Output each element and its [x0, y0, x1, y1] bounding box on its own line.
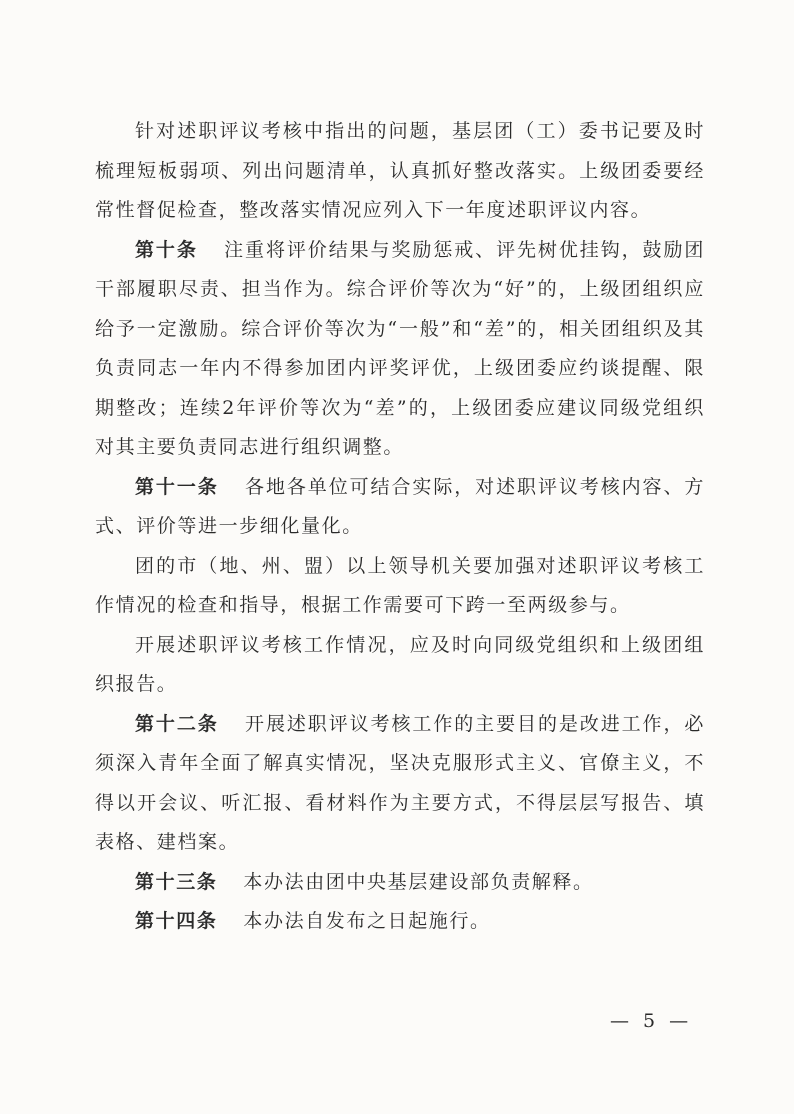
paragraph-text: 团的市（地、州、盟）以上领导机关要加强对述职评议考核工作情况的检查和指导，根据工作需要可下跨一至两级参与。	[95, 554, 705, 616]
paragraph-text: 各地各单位可结合实际，对述职评议考核内容、方式、评价等进一步细化量化。	[95, 475, 706, 537]
document-body	[95, 112, 705, 942]
paragraph-article-12	[95, 705, 705, 863]
page-number: — 5 —	[610, 1010, 693, 1032]
article-heading: 第十二条	[135, 712, 219, 735]
paragraph-rectification	[95, 112, 705, 231]
paragraph-text: 本办法自发布之日起施行。	[243, 910, 491, 932]
paragraph-report	[95, 626, 705, 705]
article-heading: 第十四条	[135, 910, 218, 932]
paragraph-text: 注重将评价结果与奖励惩戒、评先树优挂钩，鼓励团干部履职尽责、担当作为。综合评价等次为“好”的，上级团组织应给予一定激励。综合评价等次为“一般”和“差”的，相关团组织及其负责同志一年内不得参加团内评奖评优，上级团委应约谈提醒、限期整改；连续2年评价等次为“差”的，上级团委应建议同级党组织对其主要负责同志进行组织调整。	[95, 238, 705, 458]
paragraph-text: 开展述职评议考核工作情况，应及时向同级党组织和上级团组织报告。	[95, 633, 705, 695]
paragraph-guidance	[95, 547, 705, 626]
article-heading: 第十三条	[135, 870, 218, 893]
paragraph-text: 针对述职评议考核中指出的问题，基层团（工）委书记要及时梳理短板弱项、列出问题清单，认真抓好整改落实。上级团委要经常性督促检查，整改落实情况应列入下一年度述职评议内容。	[95, 120, 705, 221]
paragraph-article-11	[95, 468, 705, 547]
paragraph-article-14	[95, 902, 705, 942]
article-heading: 第十条	[135, 238, 198, 261]
paragraph-text: 本办法由团中央基层建设部负责解释。	[243, 870, 594, 893]
paragraph-text: 开展述职评议考核工作的主要目的是改进工作，必须深入青年全面了解真实情况，坚决克服形式主义、官僚主义，不得以开会议、听汇报、看材料作为主要方式，不得层层写报告、填表格、建档案。	[95, 712, 706, 853]
paragraph-article-10	[95, 231, 705, 468]
paragraph-article-13	[95, 863, 705, 903]
article-heading: 第十一条	[135, 475, 219, 498]
